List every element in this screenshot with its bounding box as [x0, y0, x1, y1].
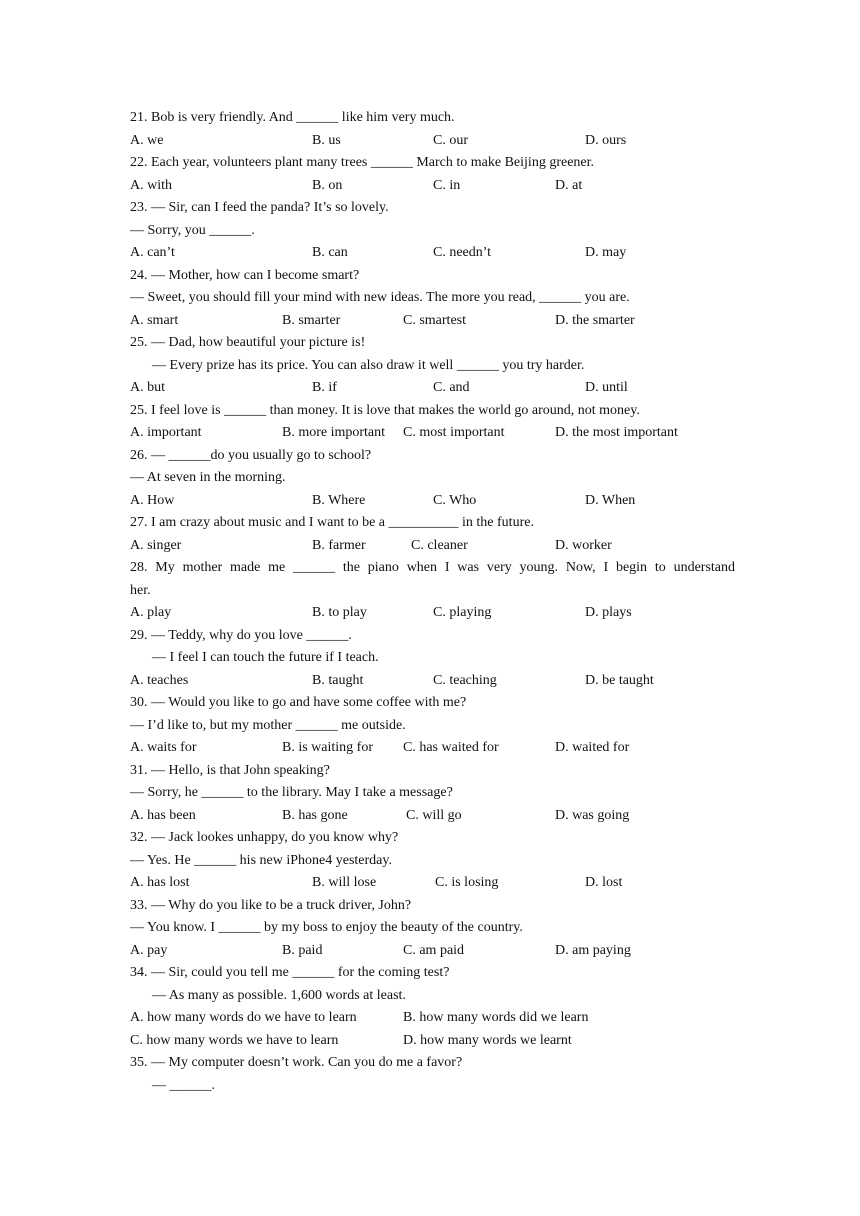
options-row [130, 872, 735, 895]
option-a[interactable]: A. important [130, 425, 202, 440]
option-c[interactable]: C. teaching [433, 672, 497, 688]
question-stem: 24. — Mother, how can I become smart? [130, 267, 360, 283]
question-stem: 25. I feel love is ______ than money. It is love that makes the world go around, not money. [130, 402, 640, 418]
question-q33 [130, 895, 735, 963]
option-c[interactable]: C. Who [433, 492, 477, 508]
option-a[interactable]: A. can’t [130, 245, 175, 260]
options-row [130, 670, 735, 693]
option-b[interactable]: B. how many words did we learn [403, 1010, 589, 1025]
option-d[interactable]: D. at [555, 177, 583, 193]
options-row [130, 242, 735, 265]
option-a[interactable]: A. but [130, 380, 165, 395]
question-stem-line: — Sweet, you should fill your mind with new ideas. The more you read, ______ you are. [130, 290, 630, 305]
option-b[interactable]: B. paid [282, 942, 323, 958]
question-stem-line: — ______. [152, 1077, 215, 1093]
option-b[interactable]: B. can [312, 245, 348, 260]
question-stem: 26. — ______do you usually go to school? [130, 447, 372, 463]
question-q26 [130, 445, 735, 513]
option-b[interactable]: B. taught [312, 672, 364, 688]
question-q32 [130, 827, 735, 895]
question-stem-line: — Yes. He ______ his new iPhone4 yesterday. [130, 852, 392, 868]
question-stem-line: — At seven in the morning. [130, 470, 286, 485]
option-c[interactable]: C. smartest [403, 312, 466, 328]
question-stem: 23. — Sir, can I feed the panda? It’s so lovely. [130, 200, 389, 215]
question-stem-line: — You know. I ______ by my boss to enjoy the beauty of the country. [130, 920, 523, 935]
option-c[interactable]: C. and [433, 380, 470, 395]
option-c[interactable]: C. is losing [435, 875, 499, 890]
option-a[interactable]: A. how many words do we have to learn [130, 1010, 357, 1025]
question-q31 [130, 760, 735, 828]
options-row [130, 737, 735, 760]
question-stem: 22. Each year, volunteers plant many trees ______ March to make Beijing greener. [130, 155, 595, 170]
option-a[interactable]: A. How [130, 492, 175, 508]
option-d[interactable]: D. be taught [585, 672, 654, 688]
option-b[interactable]: B. farmer [312, 537, 366, 553]
option-c[interactable]: C. playing [433, 605, 492, 620]
question-stem: 35. — My computer doesn’t work. Can you do me a favor? [130, 1055, 463, 1070]
question-stem-line: her. [130, 582, 151, 598]
option-c[interactable]: C. cleaner [411, 537, 468, 553]
option-a[interactable]: A. pay [130, 942, 168, 958]
option-d[interactable]: D. plays [585, 605, 632, 620]
option-c[interactable]: C. will go [406, 807, 462, 823]
question-stem-line: — Sorry, you ______. [130, 222, 255, 238]
question-stem-line: — I feel I can touch the future if I teach. [152, 650, 379, 665]
options-row [130, 175, 735, 198]
option-c[interactable]: C. most important [403, 425, 505, 440]
option-b[interactable]: B. if [312, 380, 337, 395]
option-d[interactable]: D. ours [585, 132, 627, 148]
options-row [130, 377, 735, 400]
exercise-page [130, 107, 735, 1097]
option-b[interactable]: B. us [312, 132, 341, 148]
question-stem-line: — I’d like to, but my mother ______ me outside. [130, 717, 406, 733]
option-c[interactable]: C. has waited for [403, 740, 499, 755]
option-a[interactable]: A. waits for [130, 740, 197, 755]
option-d[interactable]: D. worker [555, 537, 612, 553]
option-d[interactable]: D. When [585, 492, 636, 508]
option-b[interactable]: B. will lose [312, 875, 377, 890]
question-stem: 29. — Teddy, why do you love ______. [130, 627, 352, 643]
question-q24 [130, 265, 735, 333]
option-d[interactable]: D. until [585, 380, 628, 395]
question-q21 [130, 107, 735, 152]
question-stem: 34. — Sir, could you tell me ______ for the coming test? [130, 965, 450, 980]
question-stem: 33. — Why do you like to be a truck driver, John? [130, 897, 412, 913]
option-a[interactable]: A. play [130, 605, 172, 620]
question-q22 [130, 152, 735, 197]
question-stem-line: — Every prize has its price. You can also draw it well ______ you try harder. [152, 357, 585, 373]
option-b[interactable]: B. is waiting for [282, 740, 373, 755]
question-stem: 28. My mother made me ______ the piano when I was very young. Now, I begin to understand [130, 560, 735, 575]
question-stem: 30. — Would you like to go and have some coffee with me? [130, 695, 467, 710]
options-row [130, 490, 735, 513]
options-row [130, 130, 735, 153]
options-row [130, 602, 735, 625]
option-d[interactable]: D. am paying [555, 942, 631, 958]
option-a[interactable]: A. has lost [130, 875, 190, 890]
option-c[interactable]: C. am paid [403, 942, 465, 958]
option-d[interactable]: D. the most important [555, 425, 678, 440]
question-q34 [130, 962, 735, 1052]
option-b[interactable]: B. more important [282, 425, 386, 440]
options-row [130, 535, 735, 558]
option-a[interactable]: A. smart [130, 312, 179, 328]
option-b[interactable]: B. on [312, 177, 343, 193]
option-a[interactable]: A. we [130, 132, 164, 148]
question-q23 [130, 197, 735, 265]
option-d[interactable]: D. was going [555, 807, 630, 823]
options-row [130, 805, 735, 828]
option-d[interactable]: D. the smarter [555, 312, 635, 328]
question-q25b [130, 400, 735, 445]
question-stem: 32. — Jack lookes unhappy, do you know why? [130, 830, 399, 845]
question-stem: 25. — Dad, how beautiful your picture is! [130, 335, 366, 350]
question-q27 [130, 512, 735, 557]
option-b[interactable]: B. smarter [282, 312, 341, 328]
options-row [130, 1007, 735, 1030]
question-q28 [130, 557, 735, 625]
option-b[interactable]: B. Where [312, 492, 366, 508]
option-d[interactable]: D. lost [585, 875, 623, 890]
options-row [130, 940, 735, 963]
option-d[interactable]: D. waited for [555, 740, 630, 755]
question-stem: 31. — Hello, is that John speaking? [130, 762, 330, 778]
option-b[interactable]: B. has gone [282, 807, 348, 823]
option-a[interactable]: A. has been [130, 807, 196, 823]
question-stem: 21. Bob is very friendly. And ______ like him very much. [130, 110, 455, 125]
option-b[interactable]: B. to play [312, 605, 367, 620]
option-a[interactable]: A. singer [130, 537, 182, 553]
question-stem-line: — As many as possible. 1,600 words at least. [152, 987, 406, 1003]
question-q25a [130, 332, 735, 400]
option-c[interactable]: C. in [433, 177, 461, 193]
question-q35 [130, 1052, 735, 1097]
options-row [130, 422, 735, 445]
option-d[interactable]: D. may [585, 245, 627, 260]
option-a[interactable]: A. teaches [130, 672, 189, 688]
options-row [130, 1030, 735, 1053]
option-a[interactable]: A. with [130, 177, 172, 193]
option-c[interactable]: C. needn’t [433, 245, 492, 260]
options-row [130, 310, 735, 333]
option-d[interactable]: D. how many words we learnt [403, 1032, 572, 1048]
option-c[interactable]: C. how many words we have to learn [130, 1032, 339, 1048]
question-q30 [130, 692, 735, 760]
option-c[interactable]: C. our [433, 132, 468, 148]
question-q29 [130, 625, 735, 693]
question-stem-line: — Sorry, he ______ to the library. May I take a message? [130, 785, 453, 800]
question-stem: 27. I am crazy about music and I want to be a __________ in the future. [130, 515, 534, 530]
